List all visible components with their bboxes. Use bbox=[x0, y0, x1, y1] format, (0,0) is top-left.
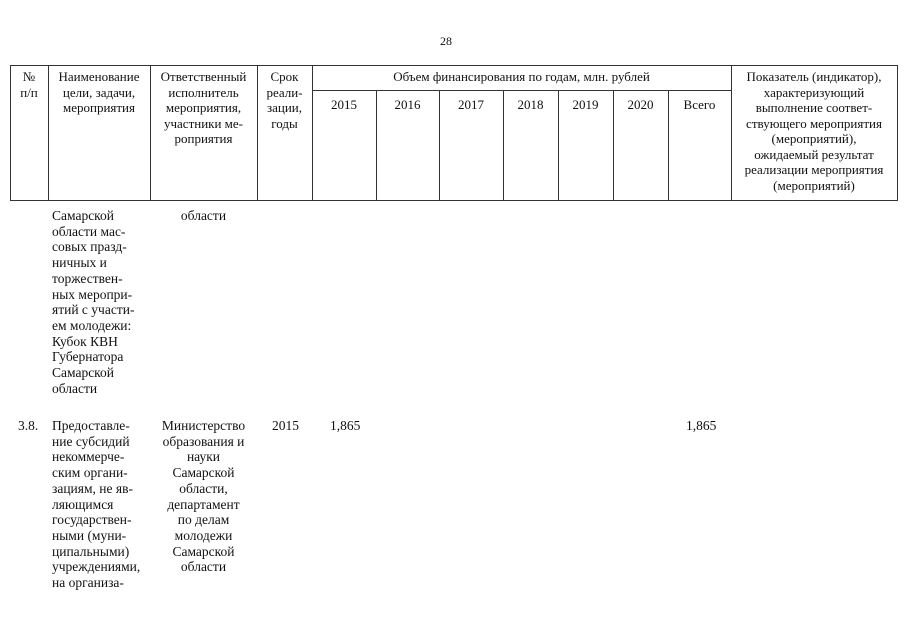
row-name: Предоставле- ние субсидий некоммерче- ским органи- зациям, не яв- ляющимся государствен- ными (муни- ципальными) учреждениями, на организа- bbox=[52, 418, 141, 591]
col-border bbox=[312, 65, 313, 200]
header-year-2020: 2020 bbox=[627, 97, 654, 112]
row-value-2015: 1,865 bbox=[330, 418, 361, 433]
row-number: 3.8. bbox=[18, 418, 39, 433]
header-col-number: № п/п bbox=[20, 69, 38, 100]
header-bottom-border bbox=[10, 200, 898, 201]
header-col-finance: Объем финансирования по годам, млн. рублей bbox=[393, 69, 650, 84]
row-name: Самарской области мас- совых празд- ничных и торжествен- ных меропри- ятий с участи- ем молодежи: Кубок КВН Губернатора Самарской области bbox=[52, 208, 135, 396]
header-col-indicator: Показатель (индикатор), характеризующий выполнение соответ- ствующего мероприятия (мероприятий), ожидаемый результат реализации мероприятия (мероприятий) bbox=[744, 69, 884, 193]
header-year-2017: 2017 bbox=[458, 97, 484, 112]
page-number: 28 bbox=[440, 34, 452, 48]
header-top-border bbox=[10, 65, 898, 66]
row-term: 2015 bbox=[272, 418, 299, 433]
header-year-2015: 2015 bbox=[331, 97, 357, 112]
header-col-responsible: Ответственный исполнитель мероприятия, участники ме- роприятия bbox=[160, 69, 247, 146]
header-total: Всего bbox=[683, 97, 716, 112]
header-col-term: Срок реали- зации, годы bbox=[266, 69, 303, 131]
row-value-total: 1,865 bbox=[686, 418, 717, 433]
header-year-2019: 2019 bbox=[572, 97, 599, 112]
header-year-2018: 2018 bbox=[517, 97, 544, 112]
header-year-2016: 2016 bbox=[394, 97, 421, 112]
col-border bbox=[897, 65, 898, 200]
row-responsible: Министерство образования и науки Самарской области, департамент по делам молодежи Самарской области bbox=[161, 418, 246, 575]
row-responsible: области bbox=[180, 208, 227, 223]
header-col-name: Наименование цели, задачи, мероприятия bbox=[58, 69, 140, 115]
